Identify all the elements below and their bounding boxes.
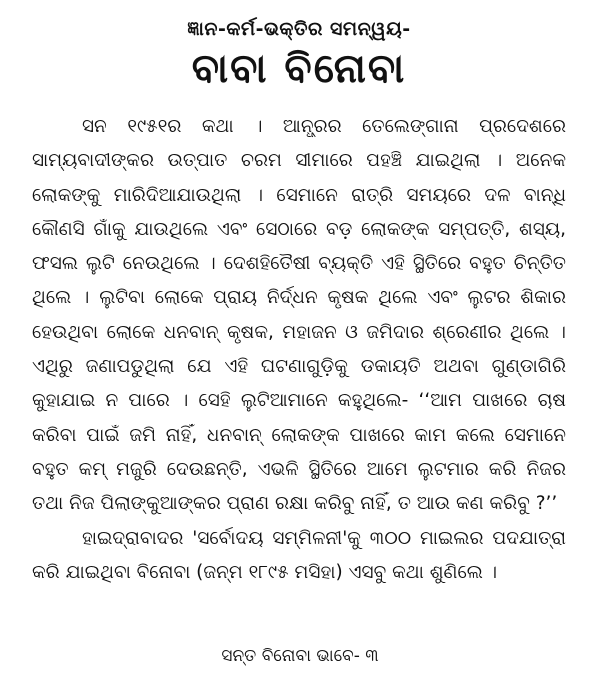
page-subtitle: ଜ୍ଞାନ-କର୍ମ-ଭକ୍ତିର ସମନ୍ୱୟ- xyxy=(187,18,411,40)
body-text xyxy=(32,110,566,590)
paragraph-2: ହାଇଦ୍ରାବାଦର 'ସର୍ବୋଦୟ ସମ୍ମିଳନୀ'କୁ ୩୦୦ ମାଇଲର ପଦଯାତ୍ରା କରି ଯାଇଥିବା ବିନୋବା (ଜନ୍ମ ୧୮୯୫ ମସିହା) ଏସବୁ କଥା ଶୁଣିଲେ । xyxy=(32,527,566,583)
page-footer: ସନ୍ତ ବିନୋବା ଭାବେ- ୩ xyxy=(221,646,379,666)
paragraph-1: ସନ ୧୯୫୧ର କଥା । ଆନ୍ଧ୍ରର ତେଲେଙ୍ଗାନା ପ୍ରଦେଶରେ ସାମ୍ୟବାଦୀଙ୍କର ଉତ୍ପାତ ଚରମ ସୀମାରେ ପହଞ୍ଚି ଯାଇଥିଲା । ଅନେକ ଲୋକଙ୍କୁ ମାରିଦିଆଯାଉଥିଲା । ସେମାନେ ରାତ୍ରି ସମୟରେ ଦଳ ବାନ୍ଧି କୌଣସି ଗାଁକୁ ଯାଉଥିଲେ ଏବଂ ସେଠାରେ ବଡ଼ ଲୋକଙ୍କ ସମ୍ପତ୍ତି, ଶସ୍ୟ, ଫସଲ ଲୁଟି ନେଉଥିଲେ । ଦେଶହିତୈଷୀ ବ୍ୟକ୍ତି ଏହି ସ୍ଥିତିରେ ବହୁତ ଚିନ୍ତିତ ଥିଲେ । ଲୁଟିବା ଲୋକେ ପ୍ରାୟ ନିର୍ଦ୍ଧନ କୃଷକ ଥିଲେ ଏବଂ ଲୁଟର ଶିକାର ହେଉଥିବା ଲୋକେ ଧନବାନ୍ କୃଷକ, ମହାଜନ ଓ ଜମିଦାର ଶ୍ରେଣୀର ଥିଲେ । ଏଥିରୁ ଜଣାପଡୁଥିଲା ଯେ ଏହି ଘଟଣାଗୁଡ଼ିକୁ ଡକାୟତି ଅଥବା ଗୁଣ୍ଡାଗିରି କୁହାଯାଇ ନ ପାରେ । ସେହି ଲୁଟିଆମାନେ କହୁଥିଲେ- ‘‘ଆମ ପାଖରେ ଚାଷ କରିବା ପାଇଁ ଜମି ନାହିଁ, ଧନବାନ୍ ଲୋକଙ୍କ ପାଖରେ କାମ କଲେ ସେମାନେ ବହୁତ କମ୍ ମଜୁରି ଦେଉଛନ୍ତି, ଏଭଳି ସ୍ଥିତିରେ ଆମେ ଲୁଟମାର କରି ନିଜର ତଥା ନିଜ ପିଲାଙ୍କୁଆଙ୍କର ପ୍ରାଣ ରକ୍ଷା କରିବୁ ନାହିଁ, ତ ଆଉ କଣ କରିବୁ ?’’ xyxy=(32,116,566,515)
page-title: ବାବା ବିନୋବା xyxy=(191,46,407,92)
